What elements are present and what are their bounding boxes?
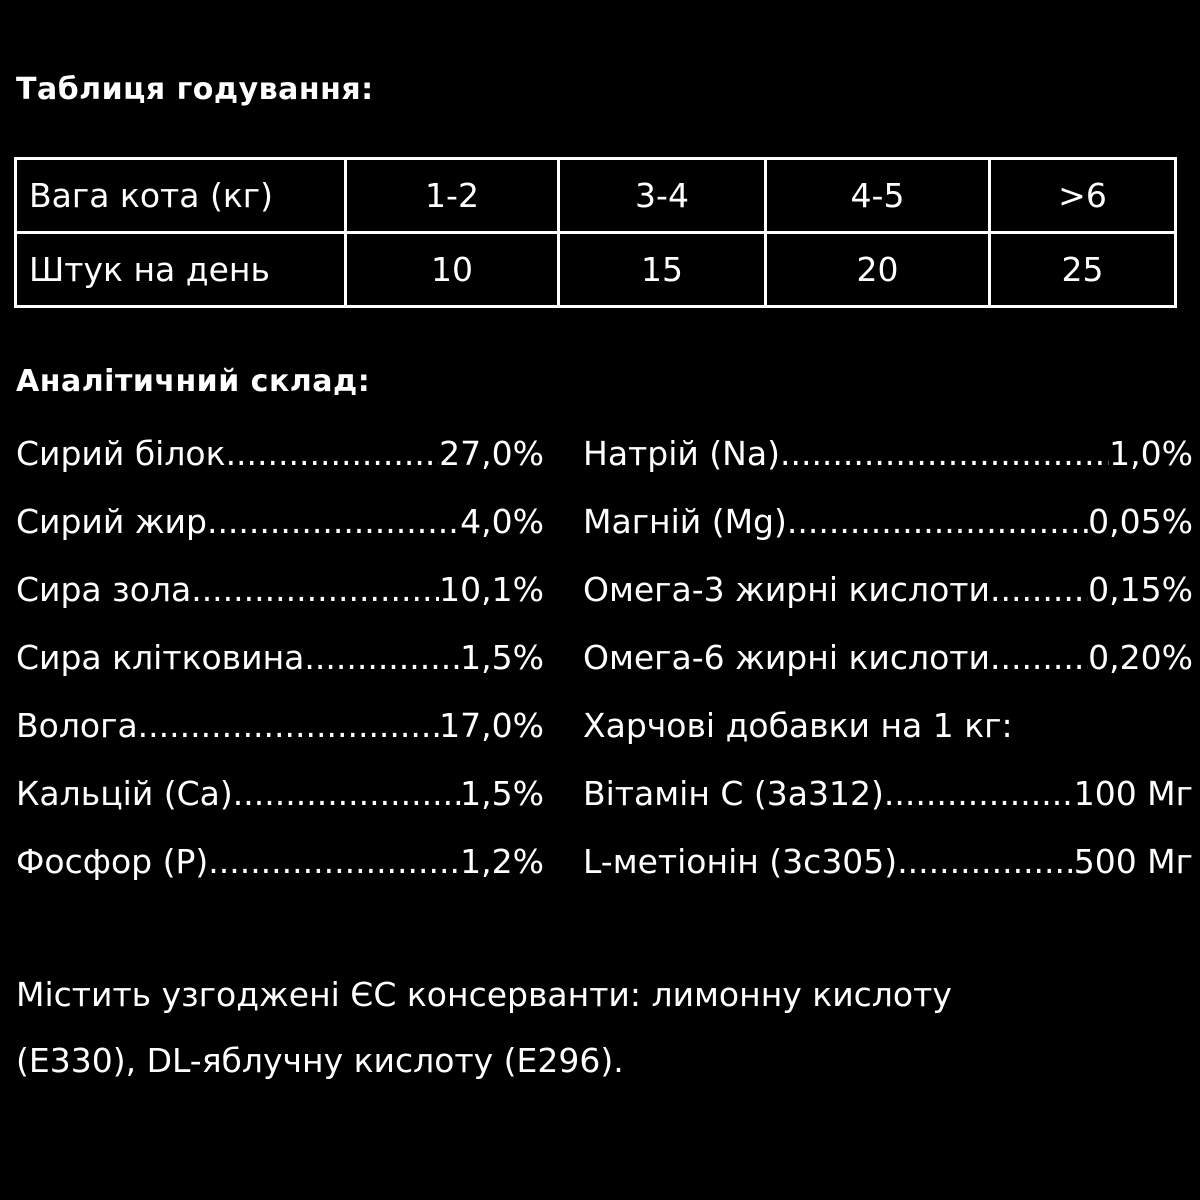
item-value: 1,2% [460,842,544,881]
table-row-weight [16,159,1176,233]
leader-dots [207,488,460,556]
item-value: 1,0% [1109,434,1193,473]
list-item [583,488,1193,556]
item-name: Омега-3 жирні кислоти [583,570,990,609]
table-cell: 3-4 [559,159,766,233]
item-value: 0,05% [1088,502,1193,541]
row-label-weight: Вага кота (кг) [16,159,346,233]
table-cell: 4-5 [766,159,990,233]
leader-dots [226,420,440,488]
leader-dots [897,828,1074,896]
item-name: Волога [16,706,138,745]
item-value: 500 Мг [1073,842,1193,881]
leader-dots [138,692,439,760]
leader-dots [990,624,1088,692]
additives-subheading [583,692,1193,760]
item-name: Натрій (Na) [583,434,780,473]
list-item [583,760,1193,828]
table-cell: 25 [990,233,1176,307]
table-cell: 15 [559,233,766,307]
leader-dots [990,556,1088,624]
table-cell: 1-2 [346,159,559,233]
feeding-table-heading: Таблиця годування: [16,72,374,107]
analysis-heading: Аналітичний склад: [16,364,371,399]
note-line-2: (E330), DL-яблучну кислоту (E296). [16,1041,624,1080]
item-value: 17,0% [439,706,544,745]
item-value: 27,0% [439,434,544,473]
note-line-1: Містить узгоджені ЄС консерванти: лимонну кислоту [16,975,952,1014]
list-item [16,624,544,692]
table-cell: >6 [990,159,1176,233]
list-item [16,488,544,556]
item-name: Магній (Mg) [583,502,787,541]
item-name: Сира клітковина [16,638,305,677]
analysis-left-column [16,420,544,896]
list-item [16,828,544,896]
item-name: Сира зола [16,570,192,609]
leader-dots [233,760,460,828]
leader-dots [780,420,1109,488]
item-name: Сирий білок [16,434,226,473]
item-name: L-метіонін (3c305) [583,842,898,881]
analysis-right-column [583,420,1193,896]
item-name: Сирий жир [16,502,207,541]
leader-dots [304,624,460,692]
list-item [583,828,1193,896]
row-label-pieces: Штук на день [16,233,346,307]
item-value: 4,0% [460,502,544,541]
item-value: 0,20% [1088,638,1193,677]
list-item [16,420,544,488]
table-cell: 20 [766,233,990,307]
item-value: 0,15% [1088,570,1193,609]
item-name: Вітамін С (3a312) [583,774,884,813]
item-name: Харчові добавки на 1 кг: [583,706,1013,745]
list-item [16,760,544,828]
leader-dots [191,556,439,624]
list-item [583,556,1193,624]
leader-dots [787,488,1088,556]
item-value: 10,1% [439,570,544,609]
feeding-table [14,157,1177,308]
item-value: 1,5% [460,638,544,677]
item-name: Кальцій (Ca) [16,774,233,813]
table-cell: 10 [346,233,559,307]
item-name: Омега-6 жирні кислоти [583,638,990,677]
list-item [16,556,544,624]
preservatives-note [16,962,1166,1094]
list-item [583,624,1193,692]
leader-dots [208,828,460,896]
item-value: 1,5% [460,774,544,813]
item-value: 100 Мг [1073,774,1193,813]
table-row-pieces [16,233,1176,307]
list-item [583,420,1193,488]
item-name: Фосфор (P) [16,842,209,881]
leader-dots [884,760,1074,828]
list-item [16,692,544,760]
